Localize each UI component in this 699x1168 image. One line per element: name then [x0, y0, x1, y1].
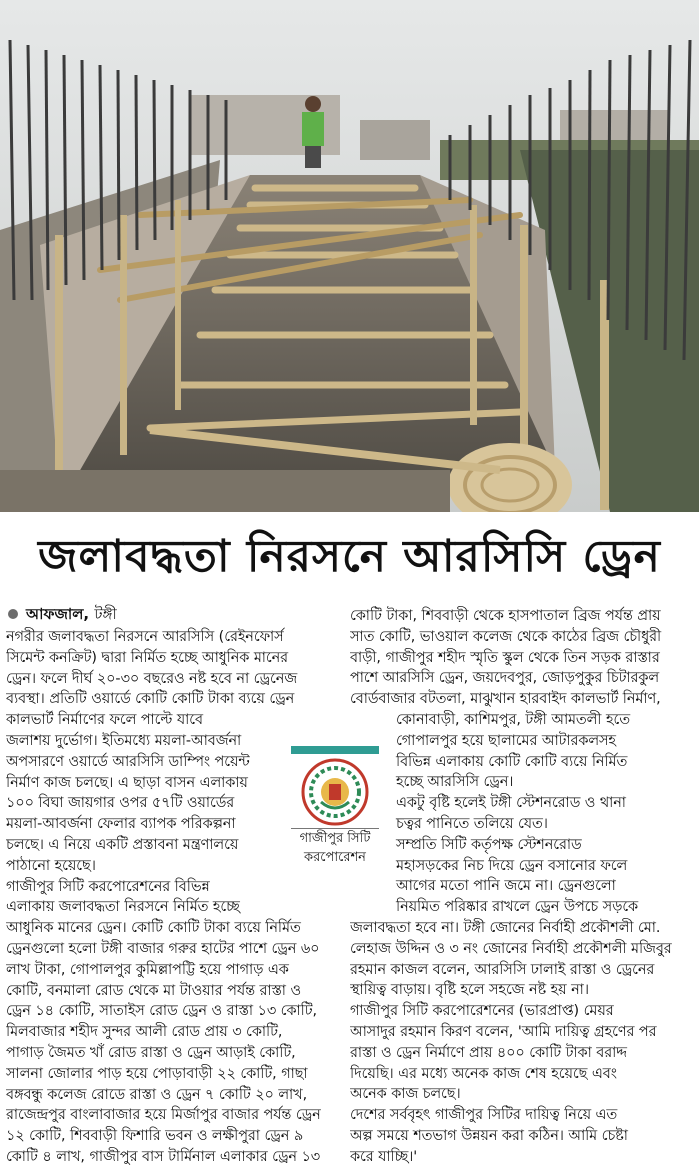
- text-line: আধুনিক মানের ড্রেন। কোটি কোটি টাকা ব্যয়ে নির্মিত: [6, 920, 301, 937]
- text-line: হচ্ছে আরসিসি ড্রেন।: [396, 774, 514, 791]
- text-line: ময়লা-আবর্জনা ফেলার ব্যাপক পরিকল্পনা: [6, 816, 236, 833]
- logo-caption-line: করপোরেশন: [304, 850, 366, 865]
- text-line: কোটি টাকা, শিববাড়ী থেকে হাসপাতাল ব্রিজ পর্যন্ত প্রায়: [350, 608, 661, 624]
- text-line: পাশে আরসিসি ড্রেন, জয়দেবপুর, জোড়পুকুর চিটারকুল: [350, 670, 660, 687]
- text-line: গাজীপুর সিটি করপোরেশনের (ভারপ্রাপ্ত) মেয়র: [350, 1003, 614, 1020]
- text-line: ড্রেন। ফলে দীর্ঘ ২০-৩০ বছরেও নষ্ট হবে না ড্রেনেজ: [6, 670, 298, 687]
- text-line: গাজীপুর সিটি করপোরেশনের বিভিন্ন: [6, 878, 210, 895]
- text-line: পাঠানো হয়েছে।: [6, 857, 96, 874]
- text-line: রহমান কাজল বলেন, আরসিসি ঢালাই রাস্তা ও ড্রেনের: [350, 961, 655, 978]
- text-line: কোটি, বনমালা রোড থেকে মা টাওয়ার পর্যন্ত রাস্তা ও: [6, 982, 301, 999]
- text-line: বিভিন্ন এলাকায় কোটি কোটি ব্যয়ে নির্মিত: [396, 753, 628, 770]
- text-line: আসাদুর রহমান কিরণ বলেন, 'আমি দায়িত্ব গ্রহণের পর: [350, 1023, 657, 1040]
- byline: [8, 604, 117, 624]
- bullet-icon: [8, 609, 18, 619]
- text-line: রাজেন্দ্রপুর বাংলাবাজার হয়ে মির্জাপুর বাজার পর্যন্ত ড্রেন: [6, 1107, 321, 1124]
- text-line: মিলবাজার শহীদ সুন্দর আলী রোড প্রায় ৩ কোটি,: [6, 1024, 283, 1041]
- text-line: কালভার্ট নির্মাণের ফলে পাল্টে যাবে: [6, 712, 203, 729]
- text-line: মহাসড়কের নিচ দিয়ে ড্রেন বসানোর ফলে: [396, 857, 628, 874]
- text-line: অল্প সময়ে শতভাগ উন্নয়ন করা কঠিন। আমি চেষ্টা: [350, 1127, 628, 1144]
- text-line: সিমেন্ট কনক্রিট) দ্বারা নির্মিত হচ্ছে আধুনিক মানের: [6, 649, 289, 666]
- text-line: ১০০ বিঘা জায়গার ওপর ৫৭টি ওয়ার্ডের: [6, 795, 235, 812]
- text-line: দিয়েছি। এর মধ্যে অনেক কাজ শেষ হয়েছে এবং: [350, 1065, 617, 1082]
- text-line: করে যাচ্ছি।': [350, 1148, 418, 1165]
- text-line: লাখ টাকা, গোপালপুর কুমিল্লাপট্টি হয়ে পাগাড় এক: [6, 961, 289, 978]
- text-line: বাড়ী, গাজীপুর শহীদ স্মৃতি স্কুল থেকে তিন সড়ক রাস্তার: [350, 649, 660, 666]
- text-line: লেহাজ উদ্দিন ও ৩ নং জোনের নির্বাহী প্রকৌশলী মজিবুর: [350, 940, 672, 957]
- text-line: আগের মতো পানি জমে না। ড্রেনগুলো: [396, 878, 616, 895]
- text-line: চলছে। এ নিয়ে একটি প্রস্তাবনা মন্ত্রণালয়ে: [6, 836, 239, 853]
- text-line: জলাশয় দুর্ভোগ। ইতিমধ্যে ময়লা-আবর্জনা: [6, 732, 242, 749]
- text-line: এলাকায় জলাবদ্ধতা নিরসনে নির্মিত হচ্ছে: [6, 899, 240, 916]
- text-line: পাগাড় জৈমত খাঁ রোড রাস্তা ও ড্রেন আড়াই কোটি,: [6, 1044, 296, 1061]
- news-photo: [0, 0, 699, 512]
- text-line: বঙ্গবন্ধু কলেজ রোডে রাস্তা ও ড্রেন ৭ কোটি ২০ লাখ,: [6, 1086, 308, 1103]
- text-line: ড্রেনগুলো হলো টঙ্গী বাজার গরুর হাটের পাশে ড্রেন ৬০: [6, 940, 320, 957]
- text-line: রাস্তা ও ড্রেন নির্মাণে প্রায় ৪০০ কোটি টাকা বরাদ্দ: [350, 1044, 627, 1061]
- text-line: গোপালপুর হয়ে ছালামের আটারকলসহ: [396, 732, 616, 749]
- text-line: সাত কোটি, ভাওয়াল কলেজ থেকে কাঠের ব্রিজ চৌধুরী: [350, 628, 662, 645]
- headline: জলাবদ্ধতা নিরসনে আরসিসি ড্রেন: [38, 531, 661, 582]
- text-line: সম্প্রতি সিটি কর্তৃপক্ষ স্টেশনরোড: [396, 836, 582, 853]
- article-column-1: [6, 627, 344, 1168]
- dateline-place: টঙ্গী: [94, 605, 117, 623]
- article-column-2: [350, 606, 692, 1168]
- text-line: নিয়মিত পরিষ্কার রাখলে ড্রেন উপচে সড়কে: [396, 899, 639, 916]
- text-line: অনেক কাজ চলছে।: [350, 1086, 461, 1103]
- text-line: স্থায়িত্ব বাড়ায়। বৃষ্টি হলে সহজে নষ্ট হয় না।: [350, 982, 589, 999]
- reporter-name: আফজাল,: [26, 605, 90, 623]
- text-line: একটু বৃষ্টি হলেই টঙ্গী স্টেশনরোড ও থানা: [396, 795, 626, 812]
- text-line: অপসারণে ওয়ার্ডে আরসিসি ডাম্পিং পয়েন্ট: [6, 753, 250, 770]
- text-line: সালনা জোলার পাড় হয়ে পোড়াবাড়ী ২২ কোটি, গাছা: [6, 1065, 308, 1082]
- drain-construction-photo: [0, 0, 699, 512]
- text-line: কোটি ৪ লাখ, গাজীপুর বাস টার্মিনাল এলাকার ড্রেন ১৩: [6, 1148, 321, 1165]
- text-line: কোনাবাড়ী, কাশিমপুর, টঙ্গী আমতলী হতে: [396, 711, 630, 728]
- text-line: ১২ কোটি, শিববাড়ী ফিশারি ভবন ও লক্ষীপুরা ড্রেন ৯: [6, 1128, 304, 1145]
- text-line: দেশের সর্ববৃহৎ গাজীপুর সিটির দায়িত্ব নিয়ে এত: [350, 1107, 618, 1124]
- text-line: বোর্ডবাজার বটতলা, মাঝুখান হারবাইদ কালভার্ট নির্মাণ,: [350, 691, 661, 708]
- logo-caption-line: গাজীপুর সিটি: [299, 831, 371, 846]
- text-line: ড্রেন ১৪ কোটি, সাতাইস রোড ড্রেন ও রাস্তা ১৩ কোটি,: [6, 1003, 318, 1020]
- text-line: চত্বর পানিতে তলিয়ে যেত।: [396, 815, 548, 832]
- text-line: ব্যবস্থা। প্রতিটি ওয়ার্ডে কোটি কোটি টাকা ব্যয়ে ড্রেন: [6, 691, 295, 708]
- text-line: নির্মাণ কাজ চলছে। এ ছাড়া বাসন এলাকায়: [6, 774, 248, 791]
- text-line: জলাবদ্ধতা হবে না। টঙ্গী জোনের নির্বাহী প্রকৌশলী মো.: [350, 919, 661, 936]
- text-line: নগরীর জলাবদ্ধতা নিরসনে আরসিসি (রেইনফোর্স: [6, 629, 284, 645]
